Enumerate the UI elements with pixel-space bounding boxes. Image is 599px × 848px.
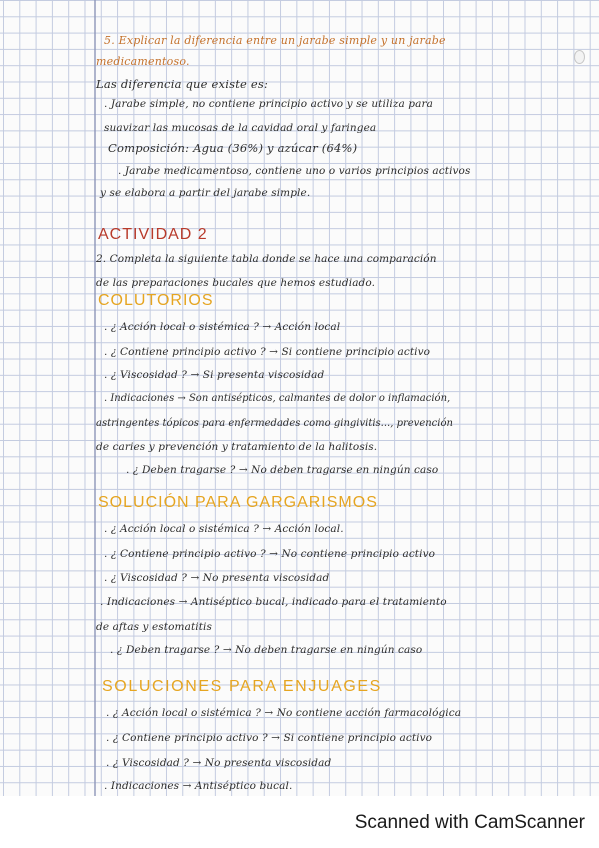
text-line: . Indicaciones → Antiséptico bucal, indicado para el tratamiento	[100, 596, 447, 608]
text-line: . ¿ Contiene principio activo ? → Si contiene principio activo	[104, 346, 431, 358]
margin-line	[94, 0, 96, 796]
text-line: . ¿ Deben tragarse ? → No deben tragarse en ningún caso	[126, 464, 439, 476]
text-line: de aftas y estomatitis	[96, 621, 212, 633]
text-line: . ¿ Acción local o sistémica ? → Acción local.	[104, 523, 344, 535]
text-line: . ¿ Contiene principio activo ? → No contiene principio activo	[104, 548, 436, 560]
text-line: . ¿ Acción local o sistémica ? → Acción local	[104, 321, 341, 333]
text-line: de las preparaciones bucales que hemos estudiado.	[96, 277, 376, 289]
text-line: suavizar las mucosas de la cavidad oral y faringea	[104, 122, 377, 134]
section-heading-enjuages: SOLUCIONES PARA ENJUAGES	[102, 678, 382, 695]
text-line: . ¿ Viscosidad ? → No presenta viscosidad	[106, 757, 332, 769]
text-line: . ¿ Viscosidad ? → Si presenta viscosidad	[104, 369, 325, 381]
text-line: Composición: Agua (36%) y azúcar (64%)	[108, 141, 358, 155]
scanner-watermark: Scanned with CamScanner	[354, 812, 585, 833]
question-5-line-1: 5. Explicar la diferencia entre un jarabe simple y un jarabe	[104, 34, 446, 47]
text-line: de caries y prevención y tratamiento de la halitosis.	[96, 441, 378, 453]
text-line: y se elabora a partir del jarabe simple.	[100, 187, 311, 199]
text-line: . Jarabe simple, no contiene principio activo y se utiliza para	[104, 98, 433, 110]
question-5-line-2: medicamentoso.	[96, 55, 190, 68]
text-line: . ¿ Deben tragarse ? → No deben tragarse en ningún caso	[110, 644, 423, 656]
text-line: . ¿ Viscosidad ? → No presenta viscosidad	[104, 572, 330, 584]
text-line: . ¿ Acción local o sistémica ? → No contiene acción farmacológica	[106, 707, 462, 719]
text-line: Las diferencia que existe es:	[96, 77, 269, 91]
section-heading-colutorios: COLUTORIOS	[98, 292, 214, 309]
text-line: . Indicaciones → Son antisépticos, calmantes de dolor o inflamación,	[104, 393, 451, 404]
text-line: . ¿ Contiene principio activo ? → Si contiene principio activo	[106, 732, 433, 744]
activity-heading: ACTIVIDAD 2	[98, 226, 208, 243]
text-line: . Jarabe medicamentoso, contiene uno o varios principios activos	[118, 165, 471, 177]
text-line: astringentes tópicos para enfermedades como gingivitis..., prevención	[96, 418, 453, 429]
section-heading-gargarismos: SOLUCIÓN PARA GARGARISMOS	[98, 494, 378, 511]
text-line: 2. Completa la siguiente tabla donde se hace una comparación	[96, 253, 437, 265]
punch-hole	[574, 50, 585, 64]
text-line: . Indicaciones → Antiséptico bucal.	[104, 780, 293, 792]
